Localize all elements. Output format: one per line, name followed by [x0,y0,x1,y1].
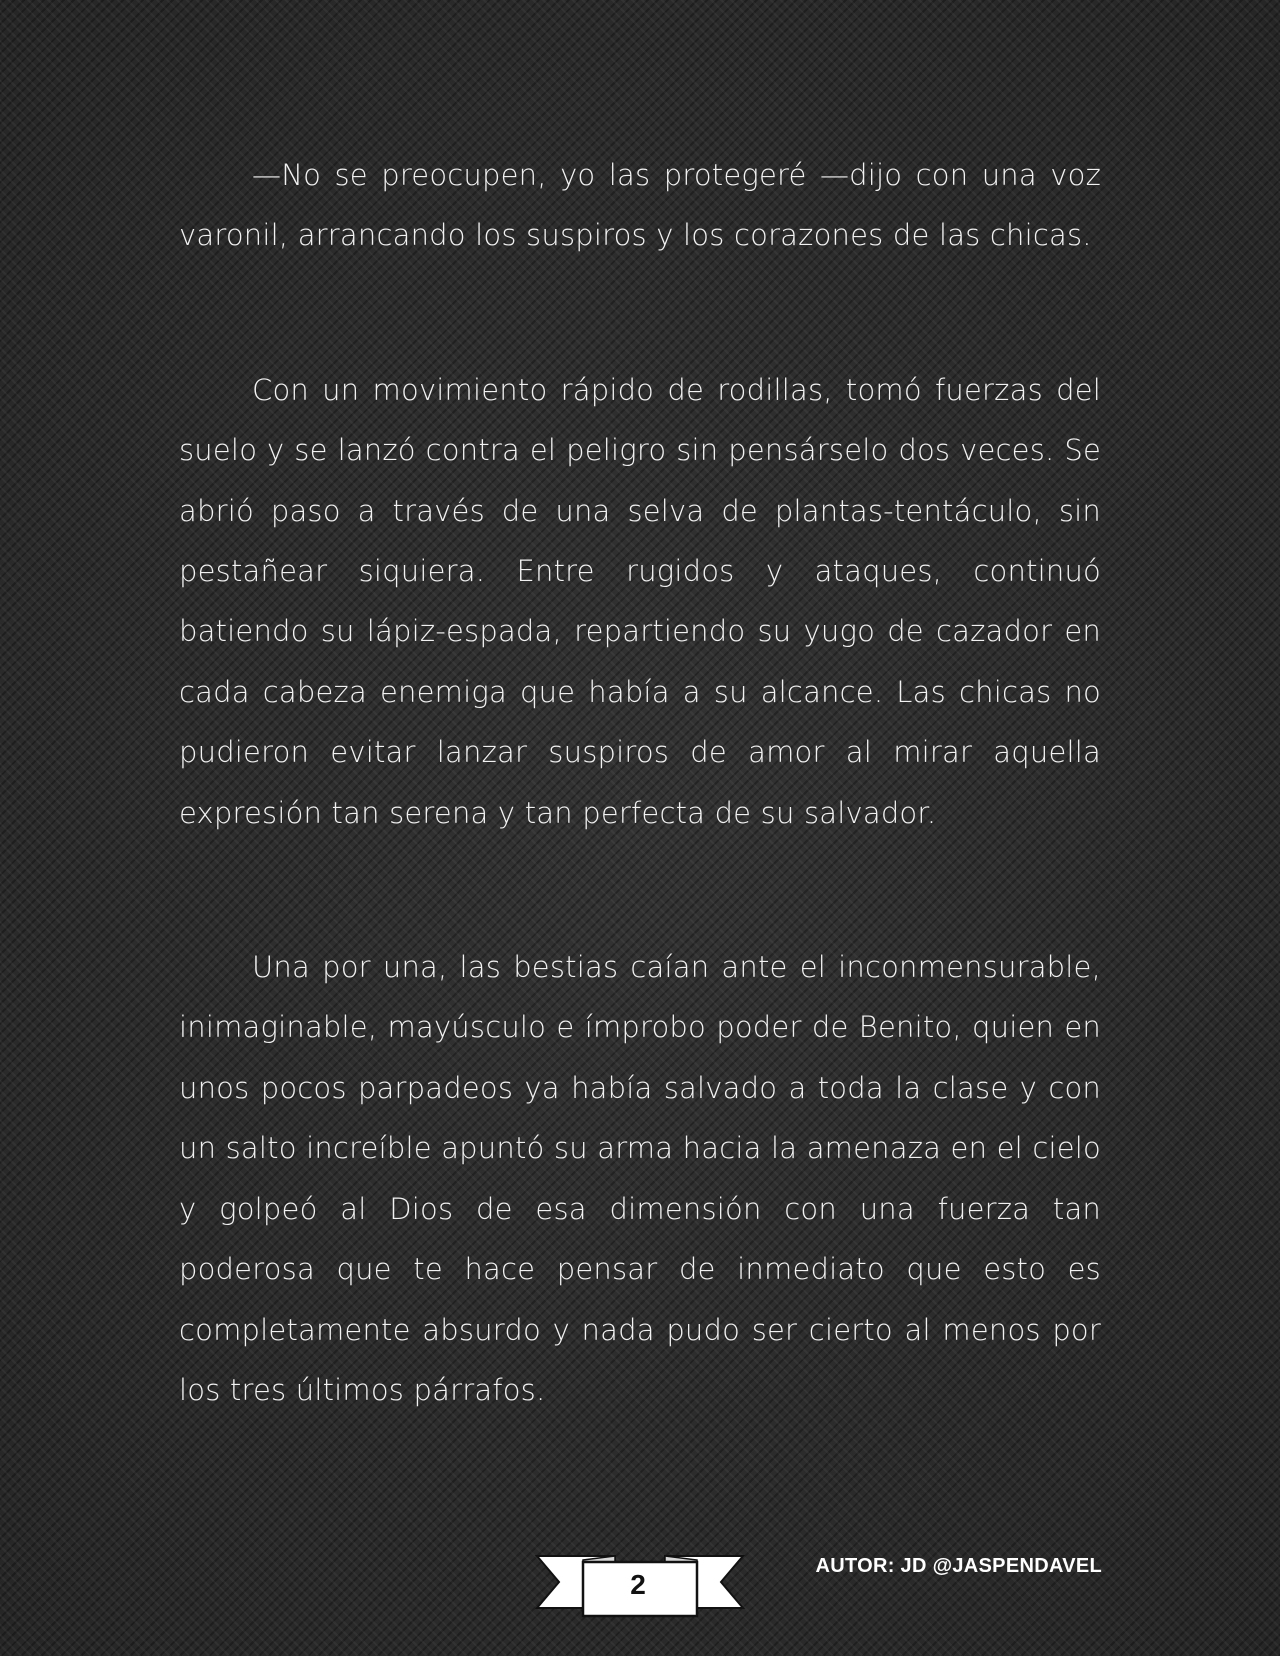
paragraph-2: Con un movimiento rápido de rodillas, tomó fuerzas del suelo y se lanzó contra el peligro sin pensárselo dos veces. Se abrió paso a través de una selva de plantas-tentáculo, sin pestañear siquiera. Entre rugidos y ataques, continuó batiendo su lápiz-espada, repartiendo su yugo de cazador en cada cabeza enemiga que había a su alcance. Las chicas no pudieron evitar lanzar suspiros de amor al mirar aquella expresión tan serena y tan perfecta de su salvador. [179,372,1101,830]
paragraph-3: Una por una, las bestias caían ante el inconmensurable, inimaginable, mayúsculo e ímprobo poder de Benito, quien en unos pocos parpadeos ya había salvado a toda la clase y con un salto increíble apuntó su arma hacia la amenaza en el cielo y golpeó al Dios de esa dimensión con una fuerza tan poderosa que te hace pensar de inmediato que esto es completamente absurdo y nada pudo ser cierto al menos por los tres últimos párrafos. [179,950,1101,1407]
paragraph-1: —No se preocupen, yo las protegeré —dijo con una voz varonil, arrancando los suspiros y los corazones de las chicas. [179,158,1101,253]
page-number-banner [533,1548,747,1620]
page-number: 2 [630,1569,646,1600]
page-body [179,145,1101,1420]
author-credit: AUTOR: JD @JASPENDAVEL [815,1555,1102,1577]
